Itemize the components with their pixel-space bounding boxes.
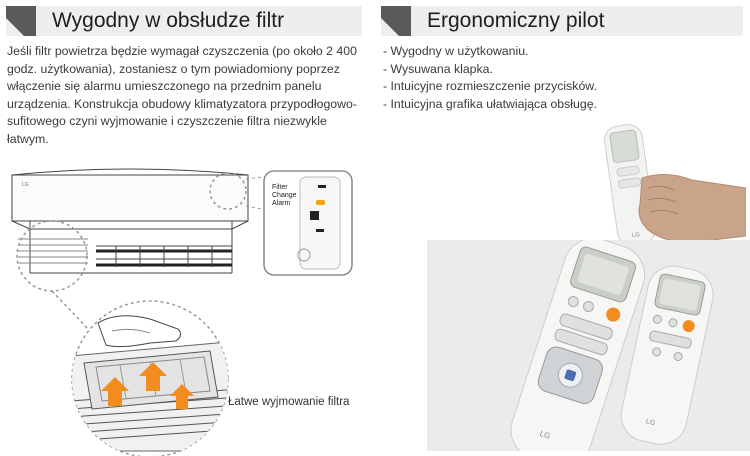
remotes-photo (427, 240, 750, 451)
panel-label-alarm: Alarm (272, 200, 291, 207)
feature-item: - Wygodny w użytkowaniu. (383, 44, 529, 58)
unit-logo: LG (22, 182, 29, 188)
feature-item: - Intuicyjna grafika ułatwiająca obsługę. (383, 96, 597, 111)
remote-feature-list (383, 43, 743, 113)
header-triangle-icon (381, 6, 411, 36)
header-triangle-icon (6, 6, 36, 36)
remotes-drawing (427, 240, 750, 451)
left-section-header (6, 6, 362, 36)
filter-removal-caption: Łatwe wyjmowanie filtra (228, 396, 350, 408)
remote-logo: LG (538, 428, 552, 441)
remote-logo: LG (631, 232, 641, 240)
hand-remote-photo (596, 118, 746, 258)
right-section-title: Ergonomiczny pilot (427, 9, 605, 32)
feature-item: - Intuicyjne rozmieszczenie przycisków. (383, 79, 597, 94)
feature-item: - Wysuwana klapka. (383, 61, 493, 76)
remote-logo: LG (645, 418, 656, 428)
ac-unit-drawing (12, 169, 248, 273)
panel-label-change: Change (272, 192, 297, 199)
filter-zoom-circle (17, 221, 87, 291)
filter-removal-zoom (70, 301, 240, 456)
left-section-title: Wygodny w obsłudze filtr (52, 9, 285, 32)
filter-description: Jeśli filtr powietrza będzie wymagał czyszczenia (po około 2 400 godz. użytkowania), zostaniesz o tym powiadomiony poprzez włączenie się alarmu umieszczonego na przednim panelu urządzenia. Konstrukcja obudowy klimatyzatora przypodłogowo-sufitowego czyni wyjmowanie i czyszczenie filtra niezwykle łatwym. (7, 44, 357, 146)
panel-label-filter: Filter (272, 184, 288, 191)
right-section-header (381, 6, 743, 36)
